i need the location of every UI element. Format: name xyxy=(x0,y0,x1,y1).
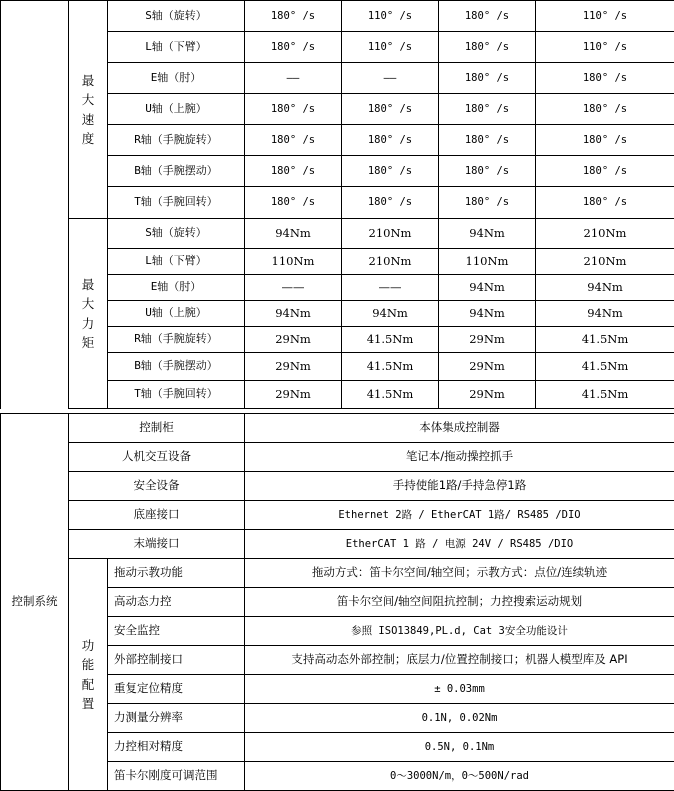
spec-value-2: —— xyxy=(342,63,439,94)
axis-label: L轴（下臂） xyxy=(108,249,245,275)
spec-value-1: 94Nm xyxy=(245,301,342,327)
control-item-text: 本体集成控制器 xyxy=(419,420,500,435)
function-item-label: 拖动示教功能 xyxy=(108,559,245,588)
spec-value-4: 180° /s xyxy=(536,94,674,125)
function-item-value: 0～3000N/m，0～500N/rad xyxy=(245,762,674,791)
spec-value-4: 110° /s xyxy=(536,32,674,63)
control-row xyxy=(1,443,674,472)
spec-value-3: 29Nm xyxy=(439,381,536,409)
spec-value-2: 41.5Nm xyxy=(342,327,439,353)
axis-label: T轴（手腕回转） xyxy=(108,381,245,409)
spec-value-4: 180° /s xyxy=(536,156,674,187)
spec-value-3: 94Nm xyxy=(439,219,536,249)
spec-value-3: 180° /s xyxy=(439,32,536,63)
spec-value-3: 180° /s xyxy=(439,63,536,94)
spec-value-3: 110Nm xyxy=(439,249,536,275)
axis-label: E轴（肘） xyxy=(108,63,245,94)
function-item-label: 高动态力控 xyxy=(108,588,245,617)
spec-value-1: 29Nm xyxy=(245,353,342,381)
axis-label: S轴（旋转） xyxy=(108,1,245,32)
function-item-label: 重复定位精度 xyxy=(108,675,245,704)
control-item-text: EtherCAT 1 路 / 电源 24V / RS485 /DIO xyxy=(345,537,574,550)
control-row xyxy=(1,530,674,559)
function-item-value: 0.1N, 0.02Nm xyxy=(245,704,674,733)
spec-value-1: 94Nm xyxy=(245,219,342,249)
control-item-value xyxy=(245,501,674,530)
spec-value-2: 110° /s xyxy=(342,1,439,32)
axis-label: R轴（手腕旋转） xyxy=(108,327,245,353)
max-speed-label-char: 度 xyxy=(81,130,95,146)
spec-value-2: 41.5Nm xyxy=(342,353,439,381)
blank-cell xyxy=(1,219,69,409)
function-config-label-char: 置 xyxy=(81,695,95,711)
axis-label: E轴（肘） xyxy=(108,275,245,301)
spec-value-1: 180° /s xyxy=(245,156,342,187)
max-torque-label xyxy=(69,219,108,409)
function-item-value: 参照 ISO13849,PL.d, Cat 3安全功能设计 xyxy=(245,617,674,646)
axis-label: R轴（手腕旋转） xyxy=(108,125,245,156)
axis-label: B轴（手腕摆动） xyxy=(108,353,245,381)
spec-value-2: 110° /s xyxy=(342,32,439,63)
function-item-label: 安全监控 xyxy=(108,617,245,646)
spec-value-2: 180° /s xyxy=(342,125,439,156)
spec-value-4: 41.5Nm xyxy=(536,327,674,353)
spec-value-1: 29Nm xyxy=(245,327,342,353)
max-speed-label xyxy=(69,1,108,219)
spec-value-4: 210Nm xyxy=(536,249,674,275)
spec-value-3: 29Nm xyxy=(439,353,536,381)
control-row xyxy=(1,472,674,501)
spec-value-3: 180° /s xyxy=(439,156,536,187)
spec-value-1: 180° /s xyxy=(245,125,342,156)
function-item-label: 力控相对精度 xyxy=(108,733,245,762)
function-config-label-char: 配 xyxy=(81,676,95,692)
spec-value-2: 210Nm xyxy=(342,249,439,275)
function-item-label: 笛卡尔刚度可调范围 xyxy=(108,762,245,791)
function-item-value: 支持高动态外部控制；底层力/位置控制接口；机器人模型库及 API xyxy=(245,646,674,675)
spec-value-4: 41.5Nm xyxy=(536,353,674,381)
axis-label: U轴（上腕） xyxy=(108,94,245,125)
function-item-value: ± 0.03mm xyxy=(245,675,674,704)
spec-value-2: 94Nm xyxy=(342,301,439,327)
spec-value-4: 180° /s xyxy=(536,187,674,219)
spec-value-4: 94Nm xyxy=(536,275,674,301)
torque-row xyxy=(1,219,674,249)
spec-value-3: 29Nm xyxy=(439,327,536,353)
max-torque-label-char: 大 xyxy=(81,296,95,312)
control-row xyxy=(1,414,674,443)
function-config-label-char: 功 xyxy=(81,637,95,653)
control-item-label: 底座接口 xyxy=(69,501,245,530)
axis-label: T轴（手腕回转） xyxy=(108,187,245,219)
spec-value-1: —— xyxy=(245,275,342,301)
control-item-label: 安全设备 xyxy=(69,472,245,501)
function-config-label-char: 能 xyxy=(81,657,95,673)
spec-value-4: 41.5Nm xyxy=(536,381,674,409)
control-system-section xyxy=(1,414,674,791)
function-config-label xyxy=(69,559,108,791)
spec-value-4: 180° /s xyxy=(536,63,674,94)
spec-value-2: 180° /s xyxy=(342,94,439,125)
max-torque-label-char: 最 xyxy=(81,276,95,292)
control-system-table xyxy=(0,413,674,791)
spec-value-3: 180° /s xyxy=(439,1,536,32)
spec-value-4: 110° /s xyxy=(536,1,674,32)
max-torque-label-char: 矩 xyxy=(81,334,95,350)
spec-value-1: 180° /s xyxy=(245,187,342,219)
function-item-value: 拖动方式：笛卡尔空间/轴空间；示教方式：点位/连续轨迹 xyxy=(245,559,674,588)
spec-value-2: 180° /s xyxy=(342,156,439,187)
spec-value-4: 180° /s xyxy=(536,125,674,156)
function-item-label: 力测量分辨率 xyxy=(108,704,245,733)
spec-value-2: 180° /s xyxy=(342,187,439,219)
max-speed-label-char: 最 xyxy=(81,72,95,88)
max-speed-label-char: 大 xyxy=(81,92,95,108)
spec-value-3: 180° /s xyxy=(439,187,536,219)
control-item-label: 人机交互设备 xyxy=(69,443,245,472)
max-torque-label-char: 力 xyxy=(81,315,95,331)
control-item-label: 控制柜 xyxy=(69,414,245,443)
control-item-text: 手持使能1路/手持急停1路 xyxy=(392,478,527,493)
max-speed-label-char: 速 xyxy=(81,111,95,127)
spec-value-4: 94Nm xyxy=(536,301,674,327)
spec-value-4: 210Nm xyxy=(536,219,674,249)
control-item-value xyxy=(245,414,674,443)
spec-value-3: 180° /s xyxy=(439,94,536,125)
control-item-value xyxy=(245,530,674,559)
spec-value-1: 180° /s xyxy=(245,32,342,63)
speed-row xyxy=(1,1,674,32)
spec-value-2: 41.5Nm xyxy=(342,381,439,409)
blank-cell xyxy=(1,1,69,219)
function-row xyxy=(1,559,674,588)
spec-value-1: 180° /s xyxy=(245,94,342,125)
spec-value-1: —— xyxy=(245,63,342,94)
control-row xyxy=(1,501,674,530)
control-system-label: 控制系统 xyxy=(1,414,69,791)
spec-value-2: 210Nm xyxy=(342,219,439,249)
spec-value-1: 29Nm xyxy=(245,381,342,409)
function-item-label: 外部控制接口 xyxy=(108,646,245,675)
spec-value-3: 180° /s xyxy=(439,125,536,156)
spec-value-1: 110Nm xyxy=(245,249,342,275)
axis-label: B轴（手腕摆动） xyxy=(108,156,245,187)
control-item-value xyxy=(245,443,674,472)
axis-label: U轴（上腕） xyxy=(108,301,245,327)
control-item-value xyxy=(245,472,674,501)
spec-value-3: 94Nm xyxy=(439,275,536,301)
control-item-label: 末端接口 xyxy=(69,530,245,559)
spec-value-2: —— xyxy=(342,275,439,301)
axis-label: S轴（旋转） xyxy=(108,219,245,249)
max-torque-section xyxy=(1,219,674,409)
function-item-value: 笛卡尔空间/轴空间阻抗控制；力控搜索运动规划 xyxy=(245,588,674,617)
control-item-text: Ethernet 2路 / EtherCAT 1路/ RS485 /DIO xyxy=(338,508,581,521)
spec-value-1: 180° /s xyxy=(245,1,342,32)
function-item-value: 0.5N, 0.1Nm xyxy=(245,733,674,762)
max-speed-section xyxy=(1,1,674,219)
control-item-text: 笔记本/拖动操控抓手 xyxy=(405,449,514,464)
axis-label: L轴（下臂） xyxy=(108,32,245,63)
spec-value-3: 94Nm xyxy=(439,301,536,327)
